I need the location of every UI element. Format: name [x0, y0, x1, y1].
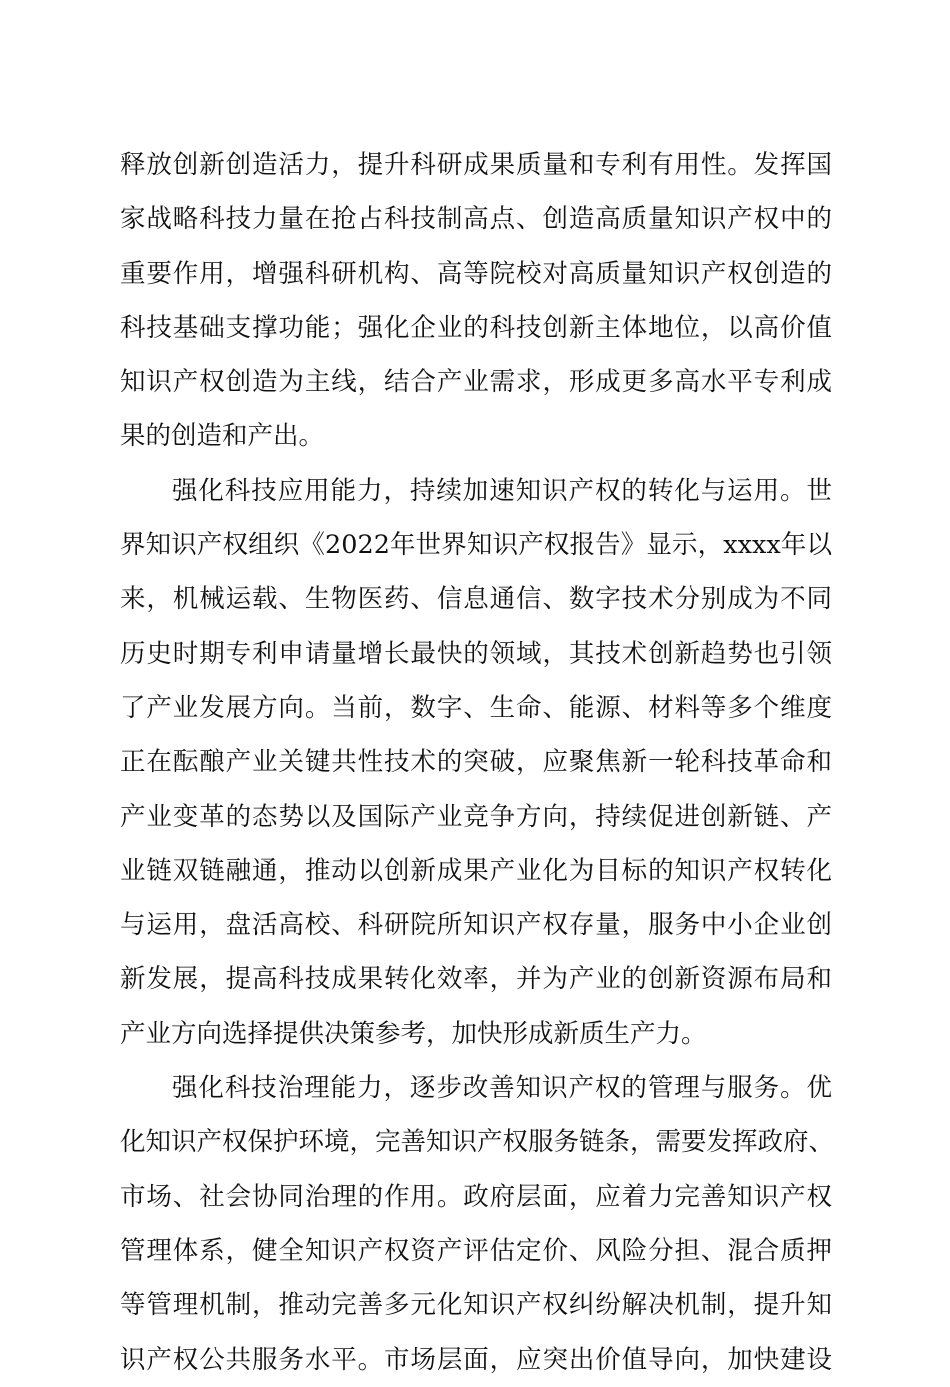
text-line: 果的创造和产出。	[120, 421, 325, 452]
text-line: 科技基础支撑功能；强化企业的科技创新主体地位，以高价值	[120, 312, 832, 343]
text-line: 家战略科技力量在抢占科技制高点、创造高质量知识产权中的	[120, 204, 832, 235]
text-line: 历史时期专利申请量增长最快的领域，其技术创新趋势也引领	[120, 638, 832, 669]
text-line: 了产业发展方向。当前，数字、生命、能源、材料等多个维度	[120, 692, 832, 723]
text-line: 等管理机制，推动完善多元化知识产权纠纷解决机制，提升知	[120, 1290, 832, 1321]
text-line: 与运用，盘活高校、科研院所知识产权存量，服务中小企业创	[120, 910, 832, 941]
paragraph	[120, 1061, 835, 1387]
text-line: 强化科技治理能力，逐步改善知识产权的管理与服务。优	[172, 1073, 832, 1104]
text-line: 识产权公共服务水平。市场层面，应突出价值导向，加快建设	[120, 1344, 832, 1375]
text-line: 产业变革的态势以及国际产业竞争方向，持续促进创新链、产	[120, 801, 832, 832]
paragraph	[120, 138, 832, 464]
text-line: 来，机械运载、生物医药、信息通信、数字技术分别成为不同	[120, 584, 832, 615]
paragraph	[120, 464, 832, 1061]
text-line: 管理体系，健全知识产权资产评估定价、风险分担、混合质押	[120, 1235, 832, 1266]
text-line: 正在酝酿产业关键共性技术的突破，应聚焦新一轮科技革命和	[120, 747, 832, 778]
text-line: 释放创新创造活力，提升科研成果质量和专利有用性。发挥国	[120, 150, 832, 180]
text-line: 化知识产权保护环境，完善知识产权服务链条，需要发挥政府、	[120, 1127, 835, 1158]
text-line: 业链双链融通，推动以创新成果产业化为目标的知识产权转化	[120, 855, 832, 886]
text-line: 知识产权创造为主线，结合产业需求，形成更多高水平专利成	[120, 367, 832, 398]
text-line: 市场、社会协同治理的作用。政府层面，应着力完善知识产权	[120, 1181, 832, 1212]
text-line: 重要作用，增强科研机构、高等院校对高质量知识产权创造的	[120, 258, 832, 289]
text-line: 界知识产权组织《2022年世界知识产权报告》显示，xxxx年以	[120, 530, 832, 561]
text-line: 新发展，提高科技成果转化效率，并为产业的创新资源布局和	[120, 964, 832, 995]
text-line: 强化科技应用能力，持续加速知识产权的转化与运用。世	[172, 475, 832, 506]
text-line: 产业方向选择提供决策参考，加快形成新质生产力。	[120, 1018, 707, 1049]
document-body	[120, 138, 835, 1387]
